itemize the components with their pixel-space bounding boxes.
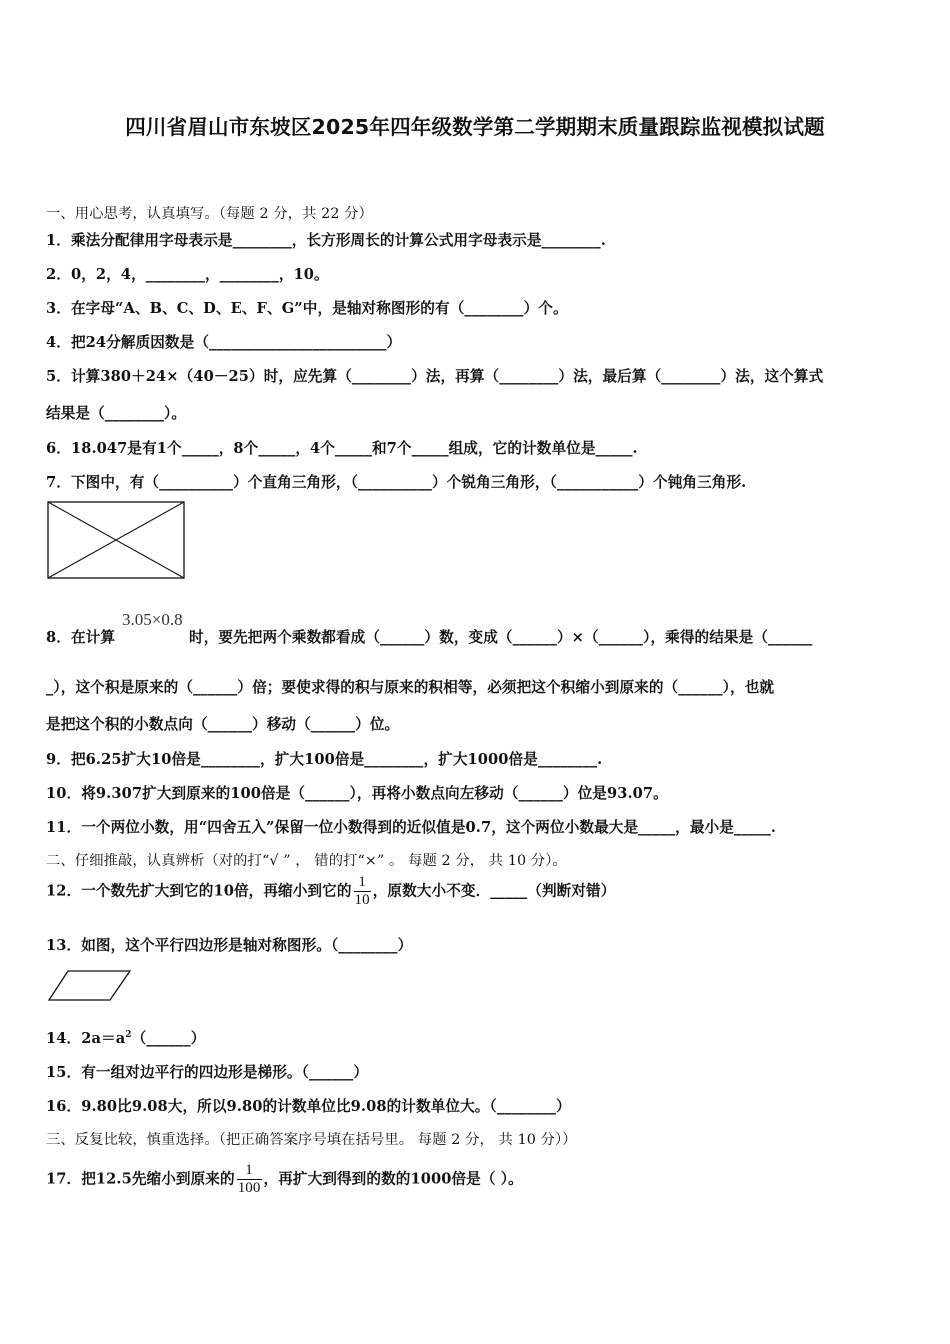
- question-8-prefix: 8．在计算: [46, 629, 116, 646]
- fraction-numerator: 1: [237, 1162, 262, 1180]
- multiplication-expression: 3.05×0.8: [122, 610, 183, 629]
- question-17-suffix: ，再扩大到得到的数的1000倍是（ ）。: [263, 1170, 523, 1188]
- question-10: 10．将9.307扩大到原来的100倍是（______），再将小数点向左移动（______）位是93.07。: [46, 785, 668, 802]
- exponent: 2: [125, 1030, 132, 1041]
- question-2: 2．0，2，4，________，________，10。: [46, 266, 329, 283]
- question-17-prefix: 17．把12.5先缩小到原来的: [46, 1170, 235, 1188]
- parallelogram-figure: [46, 968, 134, 1004]
- fraction-denominator: 10: [354, 892, 370, 908]
- question-8-suffix: 时，要先把两个乘数都看成（______）数，变成（______）×（______），乘得的结果是（______: [189, 629, 813, 646]
- question-17: [46, 1162, 523, 1197]
- question-4: 4．把24分解质因数是（________________________）: [46, 334, 402, 351]
- question-3: 3．在字母“A、B、C、D、E、F、G”中，是轴对称图形的有（________）个。: [46, 300, 568, 317]
- question-8-line-1: [46, 626, 812, 647]
- fraction-numerator: 1: [354, 874, 371, 892]
- question-14-prefix: 14．2a＝a: [46, 1030, 126, 1047]
- question-8-line-3: 是把这个积的小数点向（______）移动（______）位。: [46, 716, 400, 733]
- question-14: [46, 1027, 205, 1048]
- exam-title: 四川省眉山市东坡区2025年四年级数学第二学期期末质量跟踪监视模拟试题: [125, 115, 825, 139]
- question-1: 1．乘法分配律用字母表示是________，长方形周长的计算公式用字母表示是________.: [46, 232, 606, 249]
- question-15: 15．有一组对边平行的四边形是梯形。（______）: [46, 1064, 369, 1081]
- question-9: 9．把6.25扩大10倍是________，扩大100倍是________，扩大1000倍是________.: [46, 751, 603, 768]
- section-heading-2: 二、仔细推敲，认真辨析（对的打“√ ” ， 错的打“×” 。 每题 2 分， 共 10 分）。: [46, 853, 567, 869]
- question-16: 16．9.80比9.08大，所以9.80的计数单位比9.08的计数单位大。（________）: [46, 1098, 571, 1115]
- question-14-suffix: （______）: [131, 1030, 206, 1047]
- question-8-line-2: _），这个积是原来的（______）倍；要使求得的积与原来的积相等，必须把这个积缩小到原来的（______），也就: [46, 679, 775, 696]
- fraction-denominator: 100: [237, 1180, 261, 1196]
- question-13: 13．如图，这个平行四边形是轴对称图形。（________）: [46, 937, 413, 954]
- question-6: 6．18.047是有1个_____，8个_____，4个_____和7个_____组成，它的计数单位是_____.: [46, 440, 638, 457]
- question-12-suffix: ，原数大小不变．_____（判断对错）: [372, 882, 616, 900]
- question-11: 11．一个两位小数，用“四舍五入”保留一位小数得到的近似值是0.7，这个两位小数最大是_____，最小是_____.: [46, 819, 777, 836]
- rectangle-with-diagonals-figure: [46, 500, 188, 582]
- question-12-prefix: 12．一个数先扩大到它的10倍，再缩小到它的: [46, 882, 352, 900]
- question-12: [46, 874, 615, 909]
- question-5-line-1: 5．计算380＋24×（40－25）时，应先算（________）法，再算（________）法，最后算（________）法，这个算式: [46, 368, 824, 385]
- fraction-one-hundredth: [237, 1162, 262, 1197]
- section-heading-3: 三、反复比较，慎重选择。（把正确答案序号填在括号里。 每题 2 分， 共 10 分））: [46, 1132, 577, 1148]
- section-heading-1: 一、用心思考，认真填写。（每题 2 分，共 22 分）: [46, 206, 373, 222]
- fraction-one-tenth: [354, 874, 371, 909]
- question-5-line-2: 结果是（________）。: [46, 405, 187, 422]
- question-7: 7．下图中，有（__________）个直角三角形，（__________）个锐角三角形，（___________）个钝角三角形.: [46, 474, 747, 491]
